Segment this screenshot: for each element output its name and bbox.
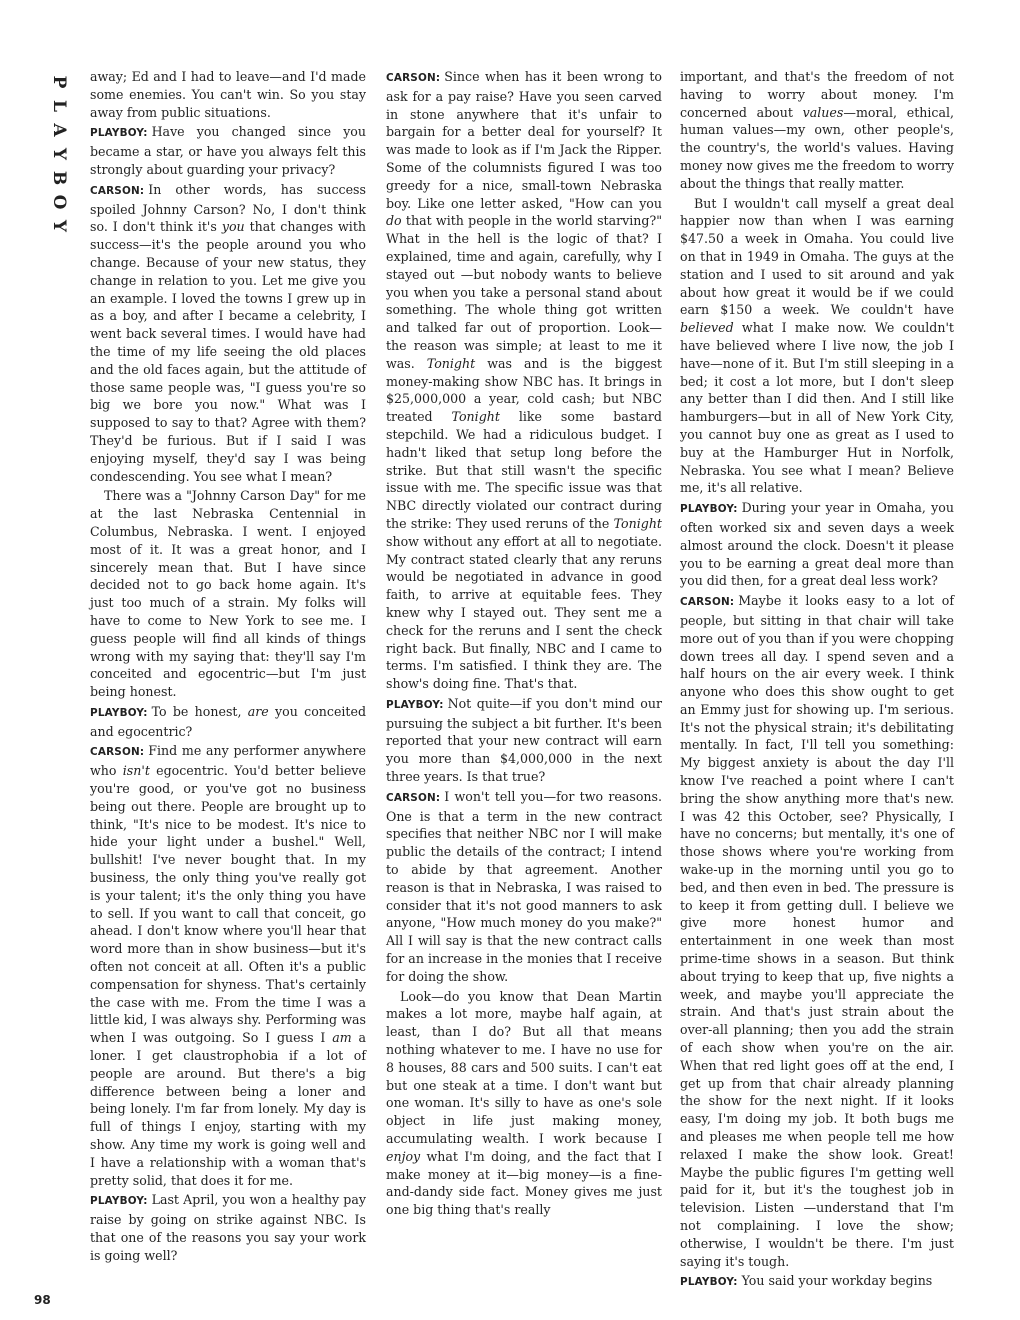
text-column-2	[386, 68, 662, 1221]
sidebar-title-letter: P	[49, 75, 69, 89]
interview-paragraph	[386, 695, 662, 786]
paragraph-text: Have you changed since you became a star, or have you always felt this strongly about guarding your privacy?	[90, 124, 366, 177]
sidebar-title-letter: B	[49, 170, 69, 186]
speaker-label: PLAYBOY:	[90, 1195, 148, 1208]
emphasized-text: you	[221, 219, 245, 235]
interview-paragraph	[680, 68, 954, 193]
paragraph-text: You said your workday begins	[741, 1273, 933, 1289]
sidebar-title-letter: A	[49, 123, 69, 137]
sidebar-title-letter: Y	[49, 147, 69, 161]
interview-paragraph	[90, 742, 366, 1189]
interview-paragraph	[386, 988, 662, 1219]
speaker-label: PLAYBOY:	[680, 1276, 738, 1289]
paragraph-text: —moral, ethical, human values—my own, other people's, the country's, the world's values. Having money now gives me the freedom to worry about the things that really matter.	[680, 104, 954, 191]
paragraph-text: egocentric. You'd better believe you're good, or you've got no business being out there. People are brought up to think, "It's nice to be modest. It's nice to hide your light under a bushel." Well, bullshit! I've never bought that. In my business, the only thing you've really got is your talent; it's the only thing you have to sell. If you want to call that conceit, go ahead. I don't know where you'll hear that word more than in show business—but it's often not conceit at all. Often it's a public compensation for shyness. That's certainly the case with me. From the time I was a little kid, I was always shy. Performing was when I was outgoing. So I guess I	[90, 763, 366, 1046]
emphasized-text: isn't	[122, 763, 150, 779]
sidebar-title-letter: L	[49, 100, 69, 112]
paragraph-text: Last April, you won a healthy pay raise by going on strike against NBC. Is that one of the reasons you say your work is going well?	[90, 1192, 366, 1263]
paragraph-text: what I'm doing, and the fact that I make money at it—big money—is a fine-and-dandy side fact. Money gives me just one big thing that's really	[386, 1148, 662, 1218]
emphasized-text: believed	[680, 320, 734, 336]
paragraph-text: what I make now. We couldn't have believed where I live now, the job I have—none of it. But I'm still sleeping in a bed; it cost a lot more, but I don't sleep any better than I did then. And I still like hamburgers—but in all of New York City, you cannot buy one as great as I used to buy at the Hamburger Hut in Norfolk, Nebraska. You see what I mean? Believe me, it's all relative.	[680, 320, 954, 496]
paragraph-text: a loner. I get claustrophobia if a lot of people are around. But there's a big difference between being a loner and being lonely. I'm far from lonely. My day is full of things I enjoy, starting with my show. Any time my work is going well and I have a relationship with a woman that's pretty solid, that does it for me.	[90, 1030, 366, 1188]
interview-paragraph	[680, 499, 954, 590]
paragraph-text: important, and that's the freedom of not having to worry about money. I'm concerned about	[680, 69, 954, 120]
sidebar-title-letter: O	[49, 194, 69, 210]
interview-paragraph	[90, 181, 366, 486]
paragraph-text: Maybe it looks easy to a lot of people, but sitting in that chair will take more out of you than if you were chopping down trees all day. I spend seven and a half hours on the air every week. I think anyone who does this show ought to get an Emmy just for showing up. I'm serious. It's not the physical strain; it's debilitating mentally. In fact, I'll tell you something: My biggest anxiety is about the day I'll know I've reached a point where I can't bring the show anything more that's new. I was 42 this October, see? Physically, I have no concerns; but mentally, it's one of those shows where you're working from wake-up in the morning until you go to bed, and then even in bed. The pressure is to keep it from getting dull. I believe we give more honest humor and entertainment in one week than most prime-time shows in a season. But think about trying to keep that up, five nights a week, and maybe you'll appreciate the strain. And that's just strain about the over-all planning; then you add the strain of each show when you're on the air. When that red light goes off at the end, I get up from that chair already planning the show for the next night. If it looks easy, I'm doing my job. It both bugs me and pleases me when people tell me how relaxed I make the show look. Great! Maybe the public figures I'm getting well paid for it, but it's the toughest job in television. Listen —understand that I'm not complaining. I love the show; otherwise, I wouldn't be there. I'm just saying it's tough.	[680, 593, 954, 1269]
paragraph-text: But I wouldn't call myself a great deal happier now than when I was earning $47.50 a week in Omaha. You could live on that in 1949 in Omaha. The guys at the station and I used to sit around and yak about how great it would be if we could earn $150 a week. We couldn't have	[680, 195, 954, 318]
speaker-label: CARSON:	[90, 184, 145, 197]
paragraph-text: Since when has it been wrong to ask for a pay raise? Have you seen carved in stone anywhere that it's unfair to bargain for a better deal for yourself? It was made to look as if I'm Jack the Ripper. Some of the columnists figured I was too greedy for a nice, small-town Nebraska boy. Like one letter asked, "How can you	[386, 69, 662, 211]
text-column-1	[90, 68, 366, 1267]
interview-paragraph	[90, 68, 366, 121]
paragraph-text: There was a "Johnny Carson Day" for me at the last Nebraska Centennial in Columbus, Nebraska. I went. I enjoyed most of it. It was a great honor, and I sincerely mean that. But I have since decided not to go back home again. It's just too much of a strain. My folks will have to come to New York to see me. I guess people will find all kinds of things wrong with my saying that: they'll say I'm conceited and egocentric—but I'm just being honest.	[90, 488, 366, 700]
page-number: 98	[34, 1293, 51, 1307]
speaker-label: PLAYBOY:	[680, 503, 738, 516]
paragraph-text: Look—do you know that Dean Martin makes a lot more, maybe half again, at least, than I do? But all that means nothing whatever to me. I have no use for 8 houses, 88 cars and 500 suits. I can't eat but one steak at a time. I don't want but one woman. It's silly to have as one's sole object in life just making money, accumulating wealth. I work because I	[386, 988, 662, 1147]
text-column-3	[680, 68, 954, 1294]
paragraph-text: In other words, has success spoiled Johnny Carson? No, I don't think so. I don't think it's	[90, 181, 366, 235]
paragraph-text: like some bastard stepchild. We had a ridiculous budget. I hadn't liked that setup long before the strike. But that still wasn't the specific issue with me. The specific issue was that NBC directly violated our contract during the strike: They used reruns of the	[386, 409, 662, 531]
interview-paragraph	[680, 1272, 954, 1292]
paragraph-text: Find me any performer anywhere who	[90, 743, 366, 779]
interview-paragraph	[90, 703, 366, 741]
speaker-label: PLAYBOY:	[90, 127, 148, 140]
paragraph-text: away; Ed and I had to leave—and I'd made some enemies. You can't win. So you stay away from public situations.	[90, 69, 366, 120]
speaker-label: CARSON:	[90, 746, 145, 759]
speaker-label: CARSON:	[680, 596, 735, 609]
paragraph-text: was and is the biggest money-making show NBC has. It brings in $25,000,000 a year, cold cash; but NBC treated	[386, 355, 662, 425]
emphasized-text: values	[802, 104, 844, 120]
paragraph-text: During your year in Omaha, you often worked six and seven days a week almost around the clock. Doesn't it please you to be earning a great deal more than you did then, for a great deal less work?	[680, 500, 954, 589]
paragraph-text: show without any effort at all to negotiate. My contract stated clearly that any reruns would be negotiated in advance in good faith, to arrive at equitable fees. They knew why I stayed out. They sent me a check for the reruns and I sent the check right back. But finally, NBC and I came to terms. I'm satisfied. I think they are. The show's doing fine. That's that.	[386, 533, 662, 692]
emphasized-text: Tonight	[426, 355, 476, 371]
interview-paragraph	[386, 68, 662, 693]
emphasized-text: do	[386, 213, 402, 229]
speaker-label: PLAYBOY:	[90, 706, 148, 719]
emphasized-text: enjoy	[386, 1148, 421, 1164]
paragraph-text: you conceited and egocentric?	[90, 703, 367, 739]
sidebar-title-letter: Y	[49, 219, 69, 233]
paragraph-text: I won't tell you—for two reasons. One is that a term in the new contract specifies that neither NBC nor I will make public the details of the contract; I intend to abide by that agreement. Another reason is that in Nebraska, I was raised to consider that it's not good manners to ask anyone, "How much money do you make?" All I will say is that the new contract calls for an increase in the monies that I receive for doing the show.	[386, 788, 662, 984]
paragraph-text: Not quite—if you don't mind our pursuing the subject a bit further. It's been reported that your new contract will earn you more than $4,000,000 in the next three years. Is that true?	[386, 695, 662, 785]
emphasized-text: am	[332, 1030, 352, 1046]
interview-paragraph	[90, 487, 366, 701]
speaker-label: CARSON:	[386, 72, 441, 84]
interview-paragraph	[680, 195, 954, 498]
paragraph-text: that with people in the world starving?" What in the hell is the logic of that? I explained, time and again, carefully, why I stayed out —but nobody wants to believe you when you take a personal stand about something. The whole thing got written and talked far out of proportion. Look— the reason was simple; at least to me it was.	[386, 213, 662, 371]
interview-paragraph	[90, 123, 366, 178]
emphasized-text: Tonight	[451, 409, 500, 425]
emphasized-text: are	[247, 703, 269, 719]
interview-paragraph	[90, 1191, 366, 1264]
paragraph-text: To be honest,	[151, 703, 248, 719]
magazine-sidebar-title	[46, 70, 76, 238]
speaker-label: PLAYBOY:	[386, 698, 444, 711]
interview-paragraph	[386, 788, 662, 986]
paragraph-text: that changes with success—it's the people around you who change. Because of your new status, they change in relation to you. Let me give you an example. I loved the towns I grew up in as a boy, and after I became a celebrity, I went back several times. I would have had the time of my life seeing the old places and the old faces again, but the attitude of those same people was, "I guess you're so big we bore you now." What was I supposed to say to that? Agree with them? They'd be furious. But if I said I was enjoying myself, they'd say I was being condescending. You see what I mean?	[90, 219, 366, 484]
emphasized-text: Tonight	[613, 515, 662, 531]
interview-paragraph	[680, 592, 954, 1270]
speaker-label: CARSON:	[386, 791, 441, 804]
